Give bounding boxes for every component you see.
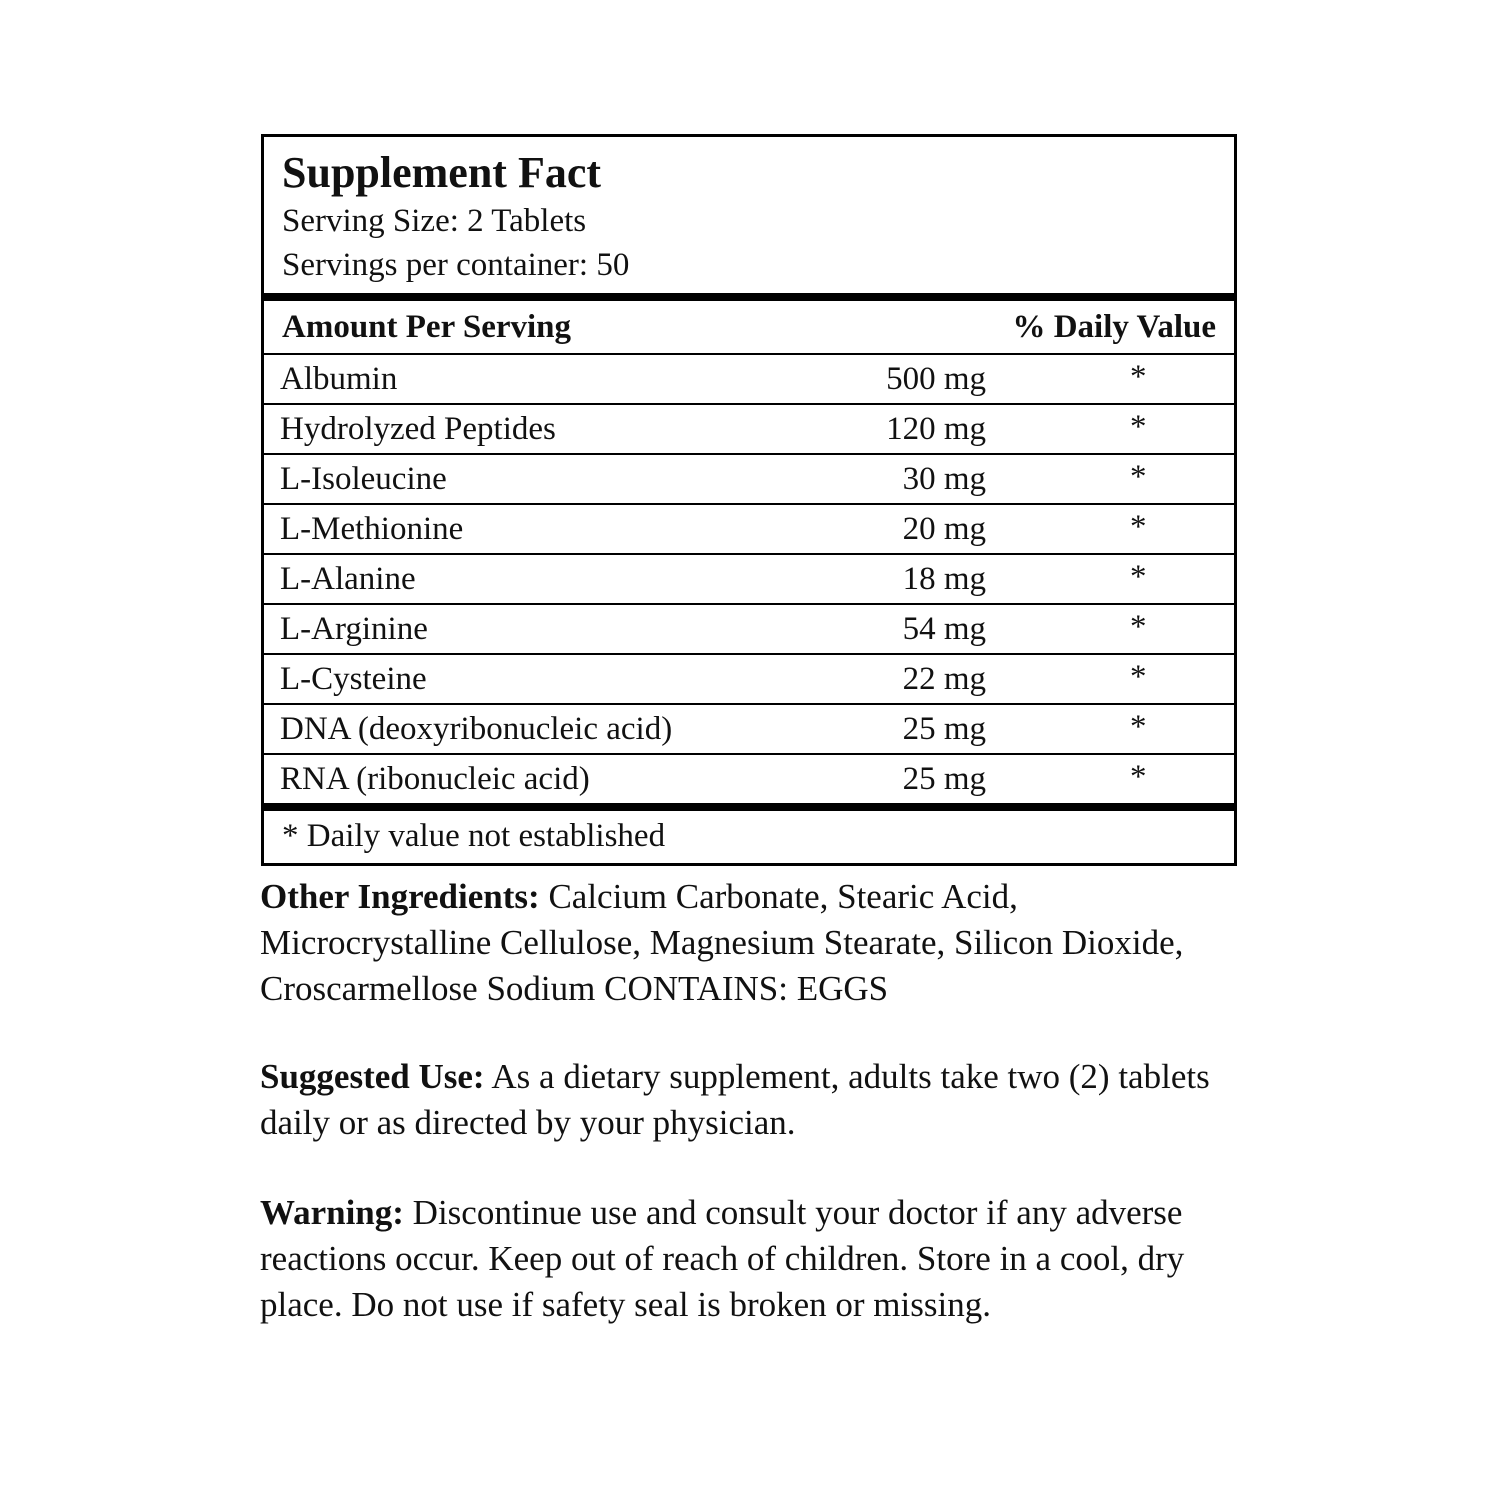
other-ingredients [260, 874, 1235, 1012]
table-row [264, 455, 1234, 505]
table-row [264, 355, 1234, 405]
suggested-use-heading: Suggested Use: [260, 1057, 485, 1096]
ingredient-amount: 54 mg [902, 611, 986, 647]
table-header-row [264, 301, 1234, 355]
table-row [264, 405, 1234, 455]
ingredient-name: DNA (deoxyribonucleic acid) [280, 711, 673, 747]
panel-header [264, 137, 1234, 301]
ingredient-daily-value: * [1130, 409, 1147, 445]
suggested-use-text: As a dietary supplement, adults take two (2) tablets daily or as directed by your physician. [260, 1057, 1210, 1142]
ingredient-name: L-Arginine [280, 611, 428, 647]
serving-size: Serving Size: 2 Tablets [282, 203, 587, 239]
daily-value-footnote: * Daily value not established [282, 818, 666, 854]
warning-heading: Warning: [260, 1193, 404, 1232]
ingredient-daily-value: * [1130, 659, 1147, 695]
table-row [264, 655, 1234, 705]
ingredient-daily-value: * [1130, 509, 1147, 545]
ingredient-daily-value: * [1130, 709, 1147, 745]
ingredient-amount: 22 mg [902, 661, 986, 697]
suggested-use [260, 1054, 1235, 1146]
ingredient-name: Albumin [280, 361, 398, 397]
ingredient-name: L-Methionine [280, 511, 464, 547]
other-ingredients-text: Calcium Carbonate, Stearic Acid, Microcrystalline Cellulose, Magnesium Stearate, Silicon Dioxide, Croscarmellose Sodium CONTAINS: EGGS [260, 877, 1184, 1008]
ingredient-name: L-Cysteine [280, 661, 427, 697]
ingredient-name: L-Isoleucine [280, 461, 447, 497]
ingredient-amount: 25 mg [902, 761, 986, 797]
ingredient-daily-value: * [1130, 759, 1147, 795]
ingredient-amount: 500 mg [886, 361, 986, 397]
table-row [264, 555, 1234, 605]
ingredient-daily-value: * [1130, 559, 1147, 595]
amount-per-serving-header: Amount Per Serving [282, 309, 572, 345]
servings-per-container: Servings per container: 50 [282, 247, 630, 283]
table-row [264, 505, 1234, 555]
table-row [264, 705, 1234, 755]
ingredient-name: L-Alanine [280, 561, 416, 597]
ingredient-amount: 20 mg [902, 511, 986, 547]
ingredient-daily-value: * [1130, 359, 1147, 395]
warning [260, 1190, 1235, 1328]
other-ingredients-heading: Other Ingredients: [260, 877, 540, 916]
ingredient-name: RNA (ribonucleic acid) [280, 761, 590, 797]
table-row [264, 755, 1234, 811]
ingredient-daily-value: * [1130, 459, 1147, 495]
ingredient-name: Hydrolyzed Peptides [280, 411, 556, 447]
daily-value-header: % Daily Value [1012, 309, 1216, 345]
ingredient-amount: 18 mg [902, 561, 986, 597]
ingredient-daily-value: * [1130, 609, 1147, 645]
ingredient-amount: 25 mg [902, 711, 986, 747]
table-row [264, 605, 1234, 655]
ingredient-amount: 120 mg [886, 411, 986, 447]
ingredient-amount: 30 mg [902, 461, 986, 497]
panel-title: Supplement Fact [282, 148, 601, 197]
warning-text: Discontinue use and consult your doctor if any adverse reactions occur. Keep out of reach of children. Store in a cool, dry place. Do not use if safety seal is broken or missing. [260, 1193, 1185, 1324]
supplement-facts-panel [261, 134, 1237, 866]
